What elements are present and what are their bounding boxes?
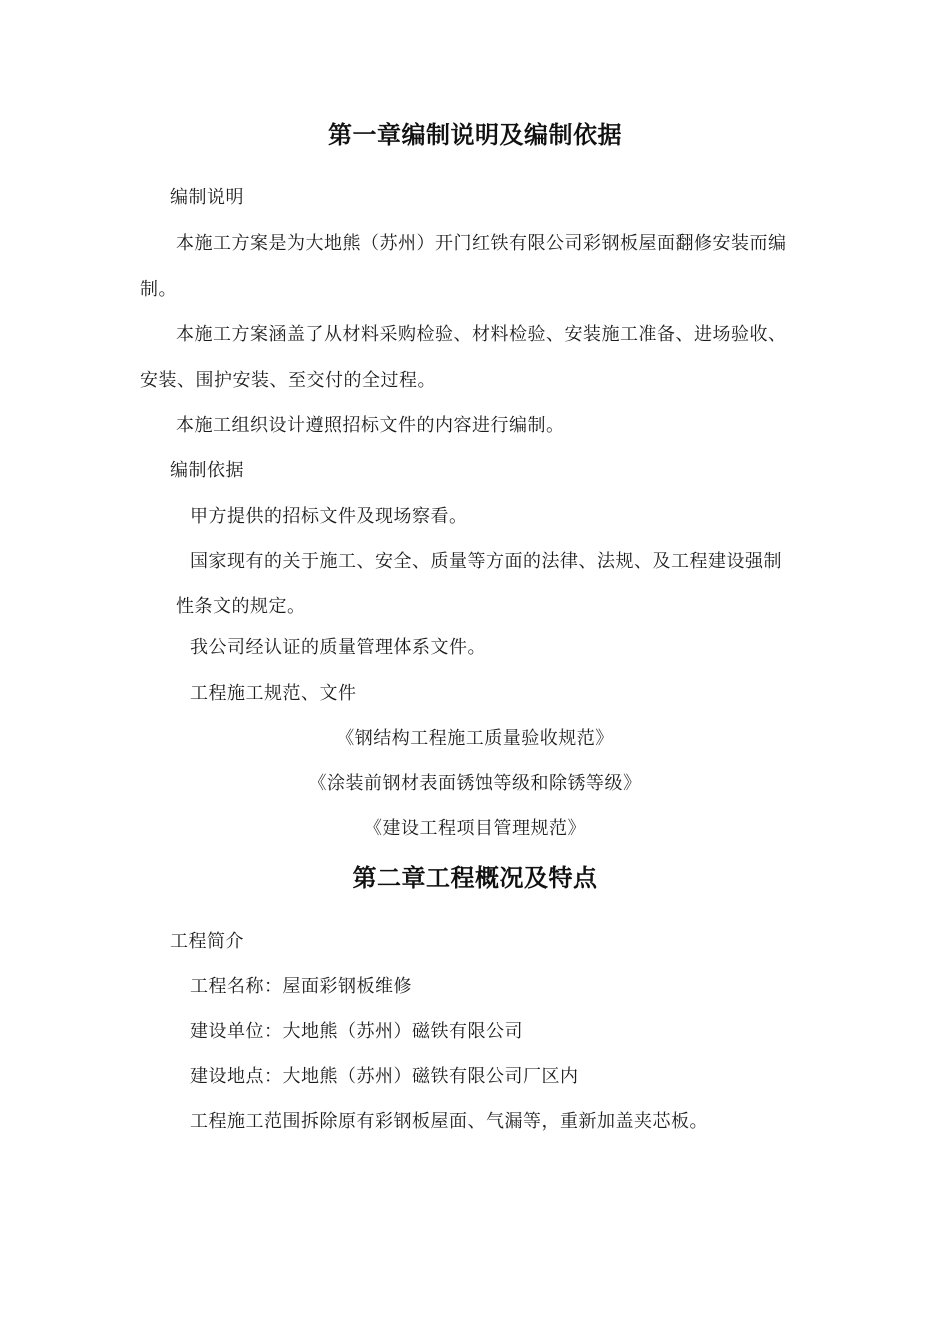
- chapter-1-title: 第一章编制说明及编制依据: [328, 121, 622, 149]
- section-heading-basis: 编制依据: [170, 460, 244, 481]
- standard-3: 《建设工程项目管理规范》: [364, 818, 586, 839]
- standard-1: 《钢结构工程施工质量验收规范》: [336, 728, 614, 749]
- basis-item-1: 甲方提供的招标文件及现场察看。: [190, 506, 468, 527]
- paragraph-1-line-1: 本施工方案是为大地熊（苏州）开门红铁有限公司彩钢板屋面翻修安装而编: [176, 233, 787, 254]
- basis-item-3: 我公司经认证的质量管理体系文件。: [190, 637, 486, 658]
- paragraph-2-line-2: 安装、围护安装、至交付的全过程。: [140, 370, 436, 391]
- chapter-2-title: 第二章工程概况及特点: [352, 864, 598, 892]
- basis-item-2-line-1: 国家现有的关于施工、安全、质量等方面的法律、法规、及工程建设强制: [190, 551, 782, 572]
- project-scope: 工程施工范围拆除原有彩钢板屋面、气漏等，重新加盖夹芯板。: [190, 1111, 708, 1132]
- paragraph-2-line-1: 本施工方案涵盖了从材料采购检验、材料检验、安装施工准备、进场验收、: [176, 324, 787, 345]
- basis-item-4: 工程施工规范、文件: [190, 683, 357, 704]
- project-location: 建设地点：大地熊（苏州）磁铁有限公司厂区内: [190, 1066, 579, 1087]
- basis-item-2-line-2: 性条文的规定。: [176, 596, 306, 617]
- standard-2: 《涂装前钢材表面锈蚀等级和除锈等级》: [308, 773, 642, 794]
- paragraph-3: 本施工组织设计遵照招标文件的内容进行编制。: [176, 415, 565, 436]
- paragraph-1-line-2: 制。: [140, 279, 177, 300]
- section-heading-explanation: 编制说明: [170, 187, 244, 208]
- project-name: 工程名称：屋面彩钢板维修: [190, 976, 412, 997]
- project-owner: 建设单位：大地熊（苏州）磁铁有限公司: [190, 1021, 523, 1042]
- section-heading-intro: 工程简介: [170, 931, 244, 952]
